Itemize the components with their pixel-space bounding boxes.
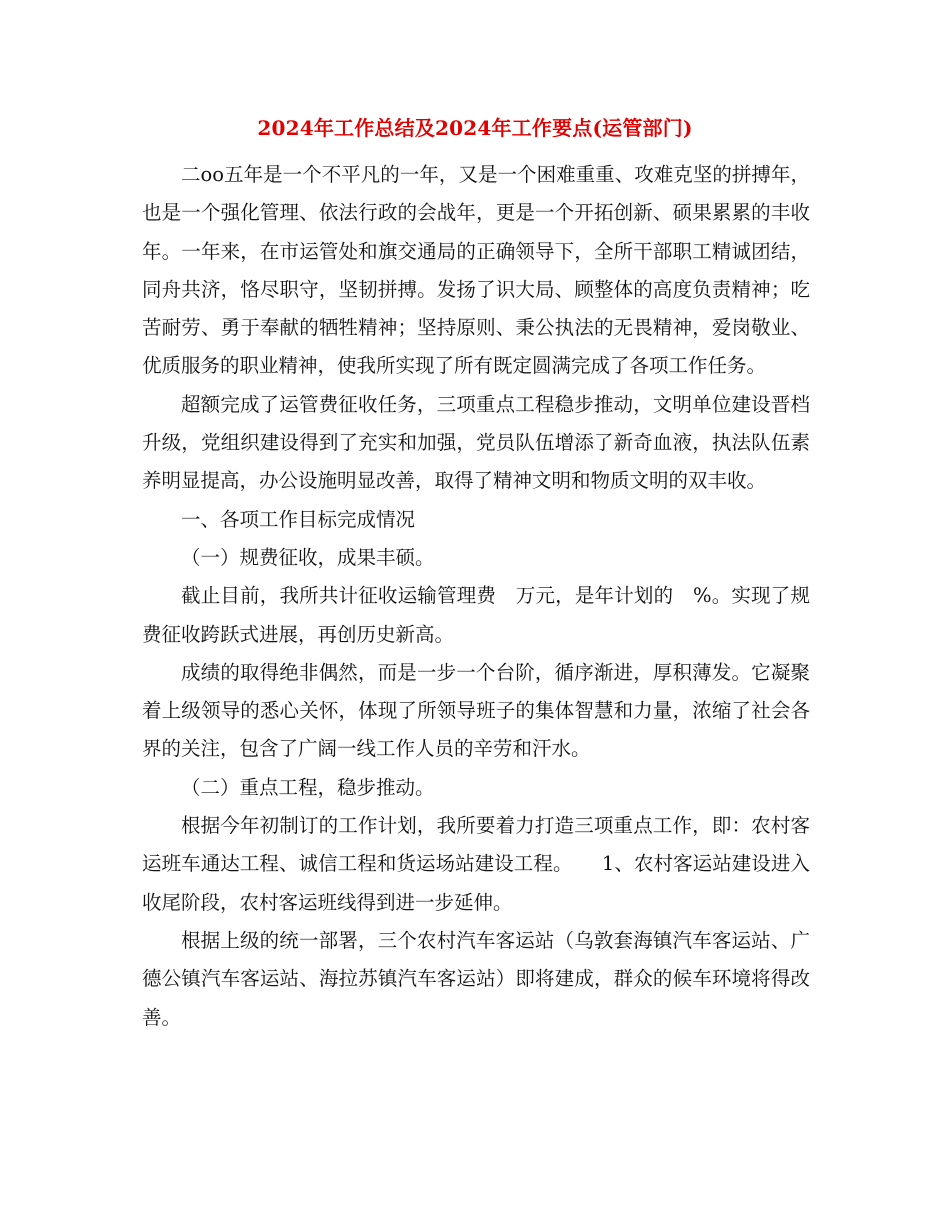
subsection-heading-2: （二）重点工程，稳步推动。 xyxy=(181,775,435,799)
paragraph-achievement: 成绩的取得绝非偶然，而是一步一个台阶，循序渐进，厚积薄发。它凝聚着上级领导的悉心关怀，体现了所领导班子的集体智慧和力量，浓缩了社会各界的关注，包含了广阔一线工作人员的辛劳和汗水。 xyxy=(142,660,810,761)
paragraph-fee-collection: 截止目前，我所共计征收运输管理费 万元，是年计划的 %。实现了规费征收跨跃式进展，再创历史新高。 xyxy=(142,584,810,646)
paragraph-stations: 根据上级的统一部署，三个农村汽车客运站（乌敦套海镇汽车客运站、广德公镇汽车客运站、海拉苏镇汽车客运站）即将建成，群众的候车环境将得改善。 xyxy=(142,928,810,1029)
paragraph-intro: 二oo五年是一个不平凡的一年，又是一个困难重重、攻难克坚的拼搏年，也是一个强化管理、依法行政的会战年，更是一个开拓创新、硕果累累的丰收年。一年来，在市运管处和旗交通局的正确领导下，全所干部职工精诚团结，同舟共济，恪尽职守，坚韧拼搏。发扬了识大局、顾整体的高度负责精神；吃苦耐劳、勇于奉献的牺牲精神；坚持原则、秉公执法的无畏精神，爱岗敬业、优质服务的职业精神，使我所实现了所有既定圆满完成了各项工作任务。 xyxy=(142,163,810,378)
section-heading-1: 一、各项工作目标完成情况 xyxy=(181,507,416,531)
paragraph-summary: 超额完成了运管费征收任务，三项重点工程稳步推动，文明单位建设晋档升级，党组织建设得到了充实和加强，党员队伍增添了新奇血液，执法队伍素养明显提高，办公设施明显改善，取得了精神文明和物质文明的双丰收。 xyxy=(142,392,810,493)
paragraph-work-plan: 根据今年初制订的工作计划，我所要着力打造三项重点工作，即：农村客运班车通达工程、诚信工程和货运场站建设工程。 1、农村客运站建设进入收尾阶段，农村客运班线得到进一步延伸。 xyxy=(142,814,810,914)
document-body xyxy=(142,156,810,1037)
document-title: 2024年工作总结及2024年工作要点(运管部门) xyxy=(257,116,693,140)
subsection-heading-1: （一）规费征收，成果丰硕。 xyxy=(181,545,435,569)
